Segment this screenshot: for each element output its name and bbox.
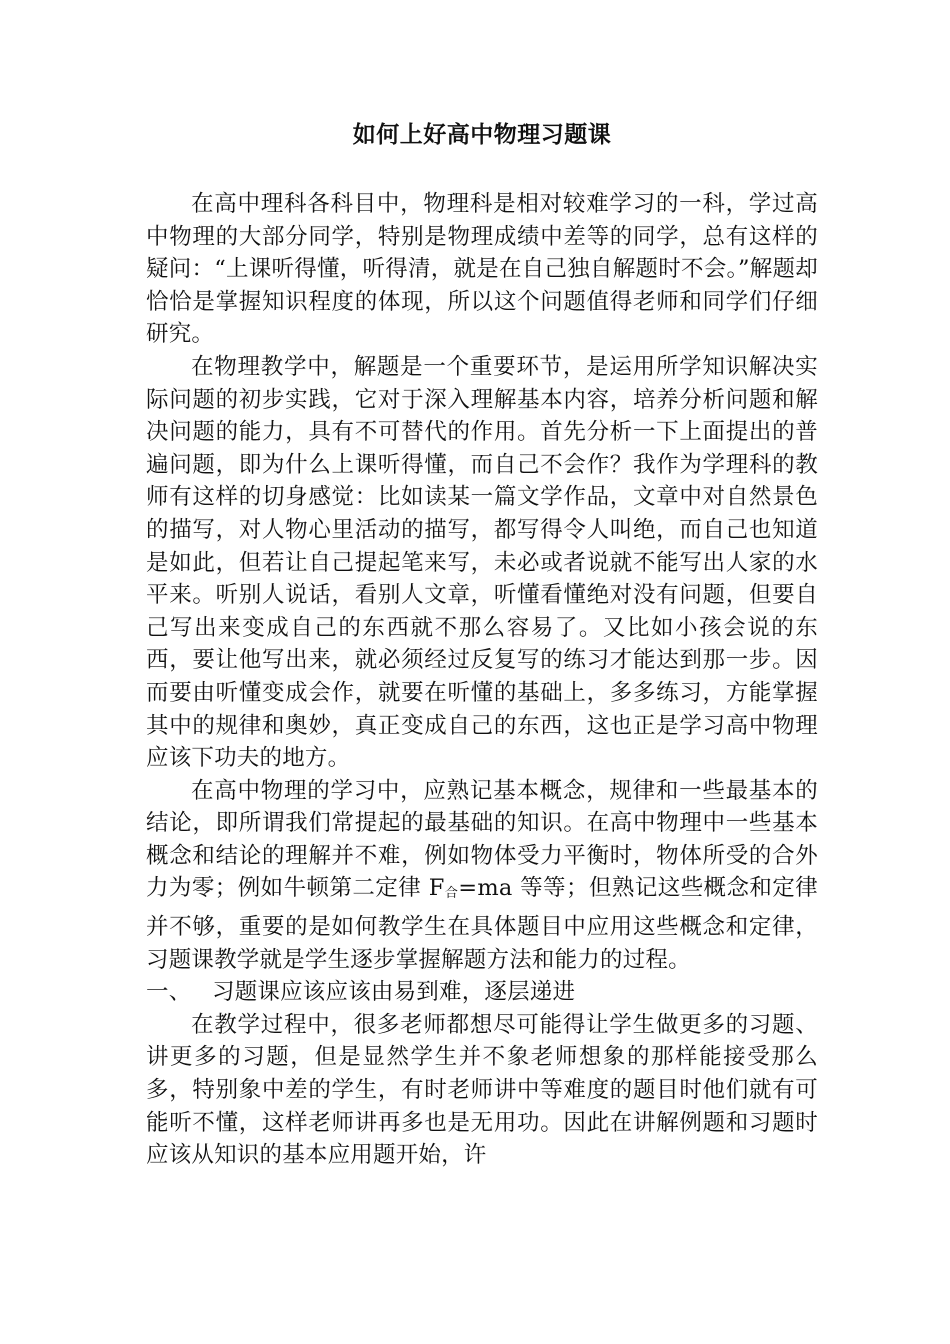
paragraph-2: 在物理教学中，解题是一个重要环节，是运用所学知识解决实际问题的初步实践，它对于深入理解基本内容，培养分析问题和解决问题的能力，具有不可替代的作用。首先分析一下上面提出的普遍问题，即为什么上课听得懂，而自己不会作？我作为学理科的教师有这样的切身感觉：比如读某一篇文学作品，文章中对自然景色的描写，对人物心里活动的描写，都写得令人叫绝，而自己也知道是如此，但若让自己提起笔来写，未必或者说就不能写出人家的水平来。听别人说话，看别人文章，听懂看懂绝对没有问题，但要自己写出来变成自己的东西就不那么容易了。又比如小孩会说的东西，要让他写出来，就必须经过反复写的练习才能达到那一步。因而要由听懂变成会作，就要在听懂的基础上，多多练习，方能掌握其中的规律和奥妙，真正变成自己的东西，这也正是学习高中物理应该下功夫的地方。: [146, 353, 818, 772]
paragraph-4: 在教学过程中，很多老师都想尽可能得让学生做更多的习题、讲更多的习题，但是显然学生并不象老师想象的那样能接受那么多，特别象中差的学生，有时老师讲中等难度的题目时他们就有可能听不懂，这样老师讲再多也是无用功。因此在讲解例题和习题时应该从知识的基本应用题开始，许: [146, 1011, 818, 1169]
paragraph-3-text-before: 在高中物理的学习中，应熟记基本概念，规律和一些最基本的结论，即所谓我们常提起的最基础的知识。在高中物理中一些基本概念和结论的理解并不难，例如物体受力平衡时，物体所受的合外力为零；例如牛顿第二定律 F: [146, 777, 818, 902]
paragraph-1: 在高中理科各科目中，物理科是相对较难学习的一科，学过高中物理的大部分同学，特别是物理成绩中差等的同学，总有这样的疑问：“上课听得懂，听得清，就是在自己独自解题时不会。”解题却恰恰是掌握知识程度的体现，所以这个问题值得老师和同学们仔细研究。: [146, 191, 818, 348]
section-number: 一、: [146, 979, 192, 1006]
document-title: 如何上好高中物理习题课: [352, 121, 612, 148]
paragraph-3-text-after: =ma 等等；但熟记这些概念和定律并不够，重要的是如何教学生在具体题目中应用这些概念和定律，习题课教学就是学生逐步掌握解题方法和能力的过程。: [146, 875, 818, 973]
section-heading-1: [146, 976, 818, 1009]
subscript-he: 合: [444, 886, 459, 902]
section-title: 习题课应该应该由易到难，逐层递进: [212, 979, 576, 1006]
paragraph-3: [146, 775, 818, 977]
document-page: [146, 118, 818, 1172]
